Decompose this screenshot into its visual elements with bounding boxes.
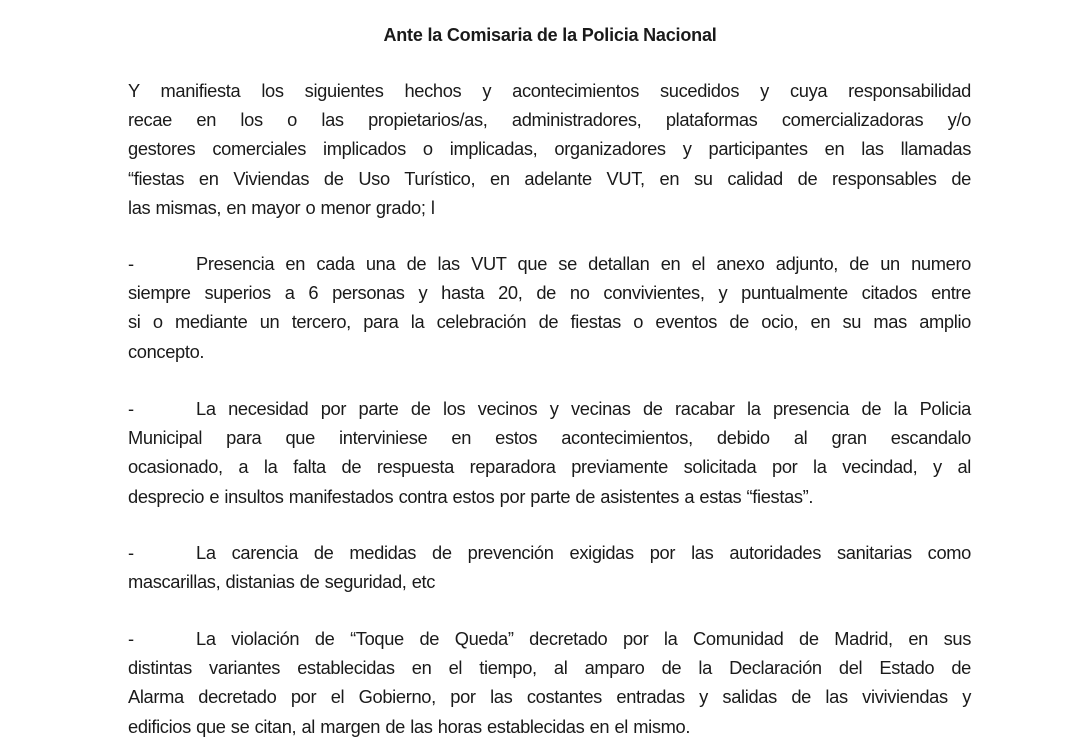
text-line: - La violación de “Toque de Queda” decretado por la Comunidad de Madrid, en sus bbox=[128, 624, 971, 653]
intro-paragraph bbox=[128, 76, 971, 222]
text-line: edificios que se citan, al margen de las horas establecidas en el mismo. bbox=[128, 715, 691, 737]
text-line: gestores comerciales implicados o implicadas, organizadores y participantes en las llamadas bbox=[128, 138, 971, 160]
document-title: Ante la Comisaria de la Policia Nacional bbox=[383, 25, 717, 45]
bullet-dash: - bbox=[128, 628, 134, 649]
text-line: ocasionado, a la falta de respuesta reparadora previamente solicitada por la vecindad, y al bbox=[128, 456, 971, 478]
bullet-dash: - bbox=[128, 398, 134, 419]
text-line: “fiestas en Viviendas de Uso Turístico, en adelante VUT, en su calidad de responsables de bbox=[128, 167, 971, 189]
text-line: concepto. bbox=[128, 340, 205, 362]
text-line: - La necesidad por parte de los vecinos y vecinas de racabar la presencia de la Policia bbox=[128, 394, 971, 423]
list-item bbox=[128, 249, 971, 366]
text-line: las mismas, en mayor o menor grado; l bbox=[128, 196, 435, 218]
text-line: recae en los o las propietarios/as, administradores, plataformas comercializadoras y/o bbox=[128, 109, 971, 131]
text-line: siempre superios a 6 personas y hasta 20, de no convivientes, y puntualmente citados entre bbox=[128, 282, 971, 304]
text-line: mascarillas, distanias de seguridad, etc bbox=[128, 571, 436, 593]
text-line: si o mediante un tercero, para la celebración de fiestas o eventos de ocio, en su mas amplio bbox=[128, 311, 971, 333]
bullet-dash: - bbox=[128, 542, 134, 563]
text-line: Alarma decretado por el Gobierno, por las costantes entradas y salidas de las viviviendas y bbox=[128, 686, 971, 708]
text-line: Y manifiesta los siguientes hechos y acontecimientos sucedidos y cuya responsabilidad bbox=[128, 80, 971, 101]
list-item bbox=[128, 538, 971, 596]
text-line: desprecio e insultos manifestados contra estos por parte de asistentes a estas “fiestas”. bbox=[128, 485, 814, 507]
text-line: Municipal para que interviniese en estos acontecimientos, debido al gran escandalo bbox=[128, 427, 971, 449]
list-item bbox=[128, 624, 971, 741]
text-line: - Presencia en cada una de las VUT que se detallan en el anexo adjunto, de un numero bbox=[128, 249, 971, 278]
text-line: - La carencia de medidas de prevención exigidas por las autoridades sanitarias como bbox=[128, 538, 971, 567]
text-line: distintas variantes establecidas en el tiempo, al amparo de la Declaración del Estado de bbox=[128, 657, 971, 679]
bullet-dash: - bbox=[128, 253, 134, 274]
list-item bbox=[128, 394, 971, 511]
